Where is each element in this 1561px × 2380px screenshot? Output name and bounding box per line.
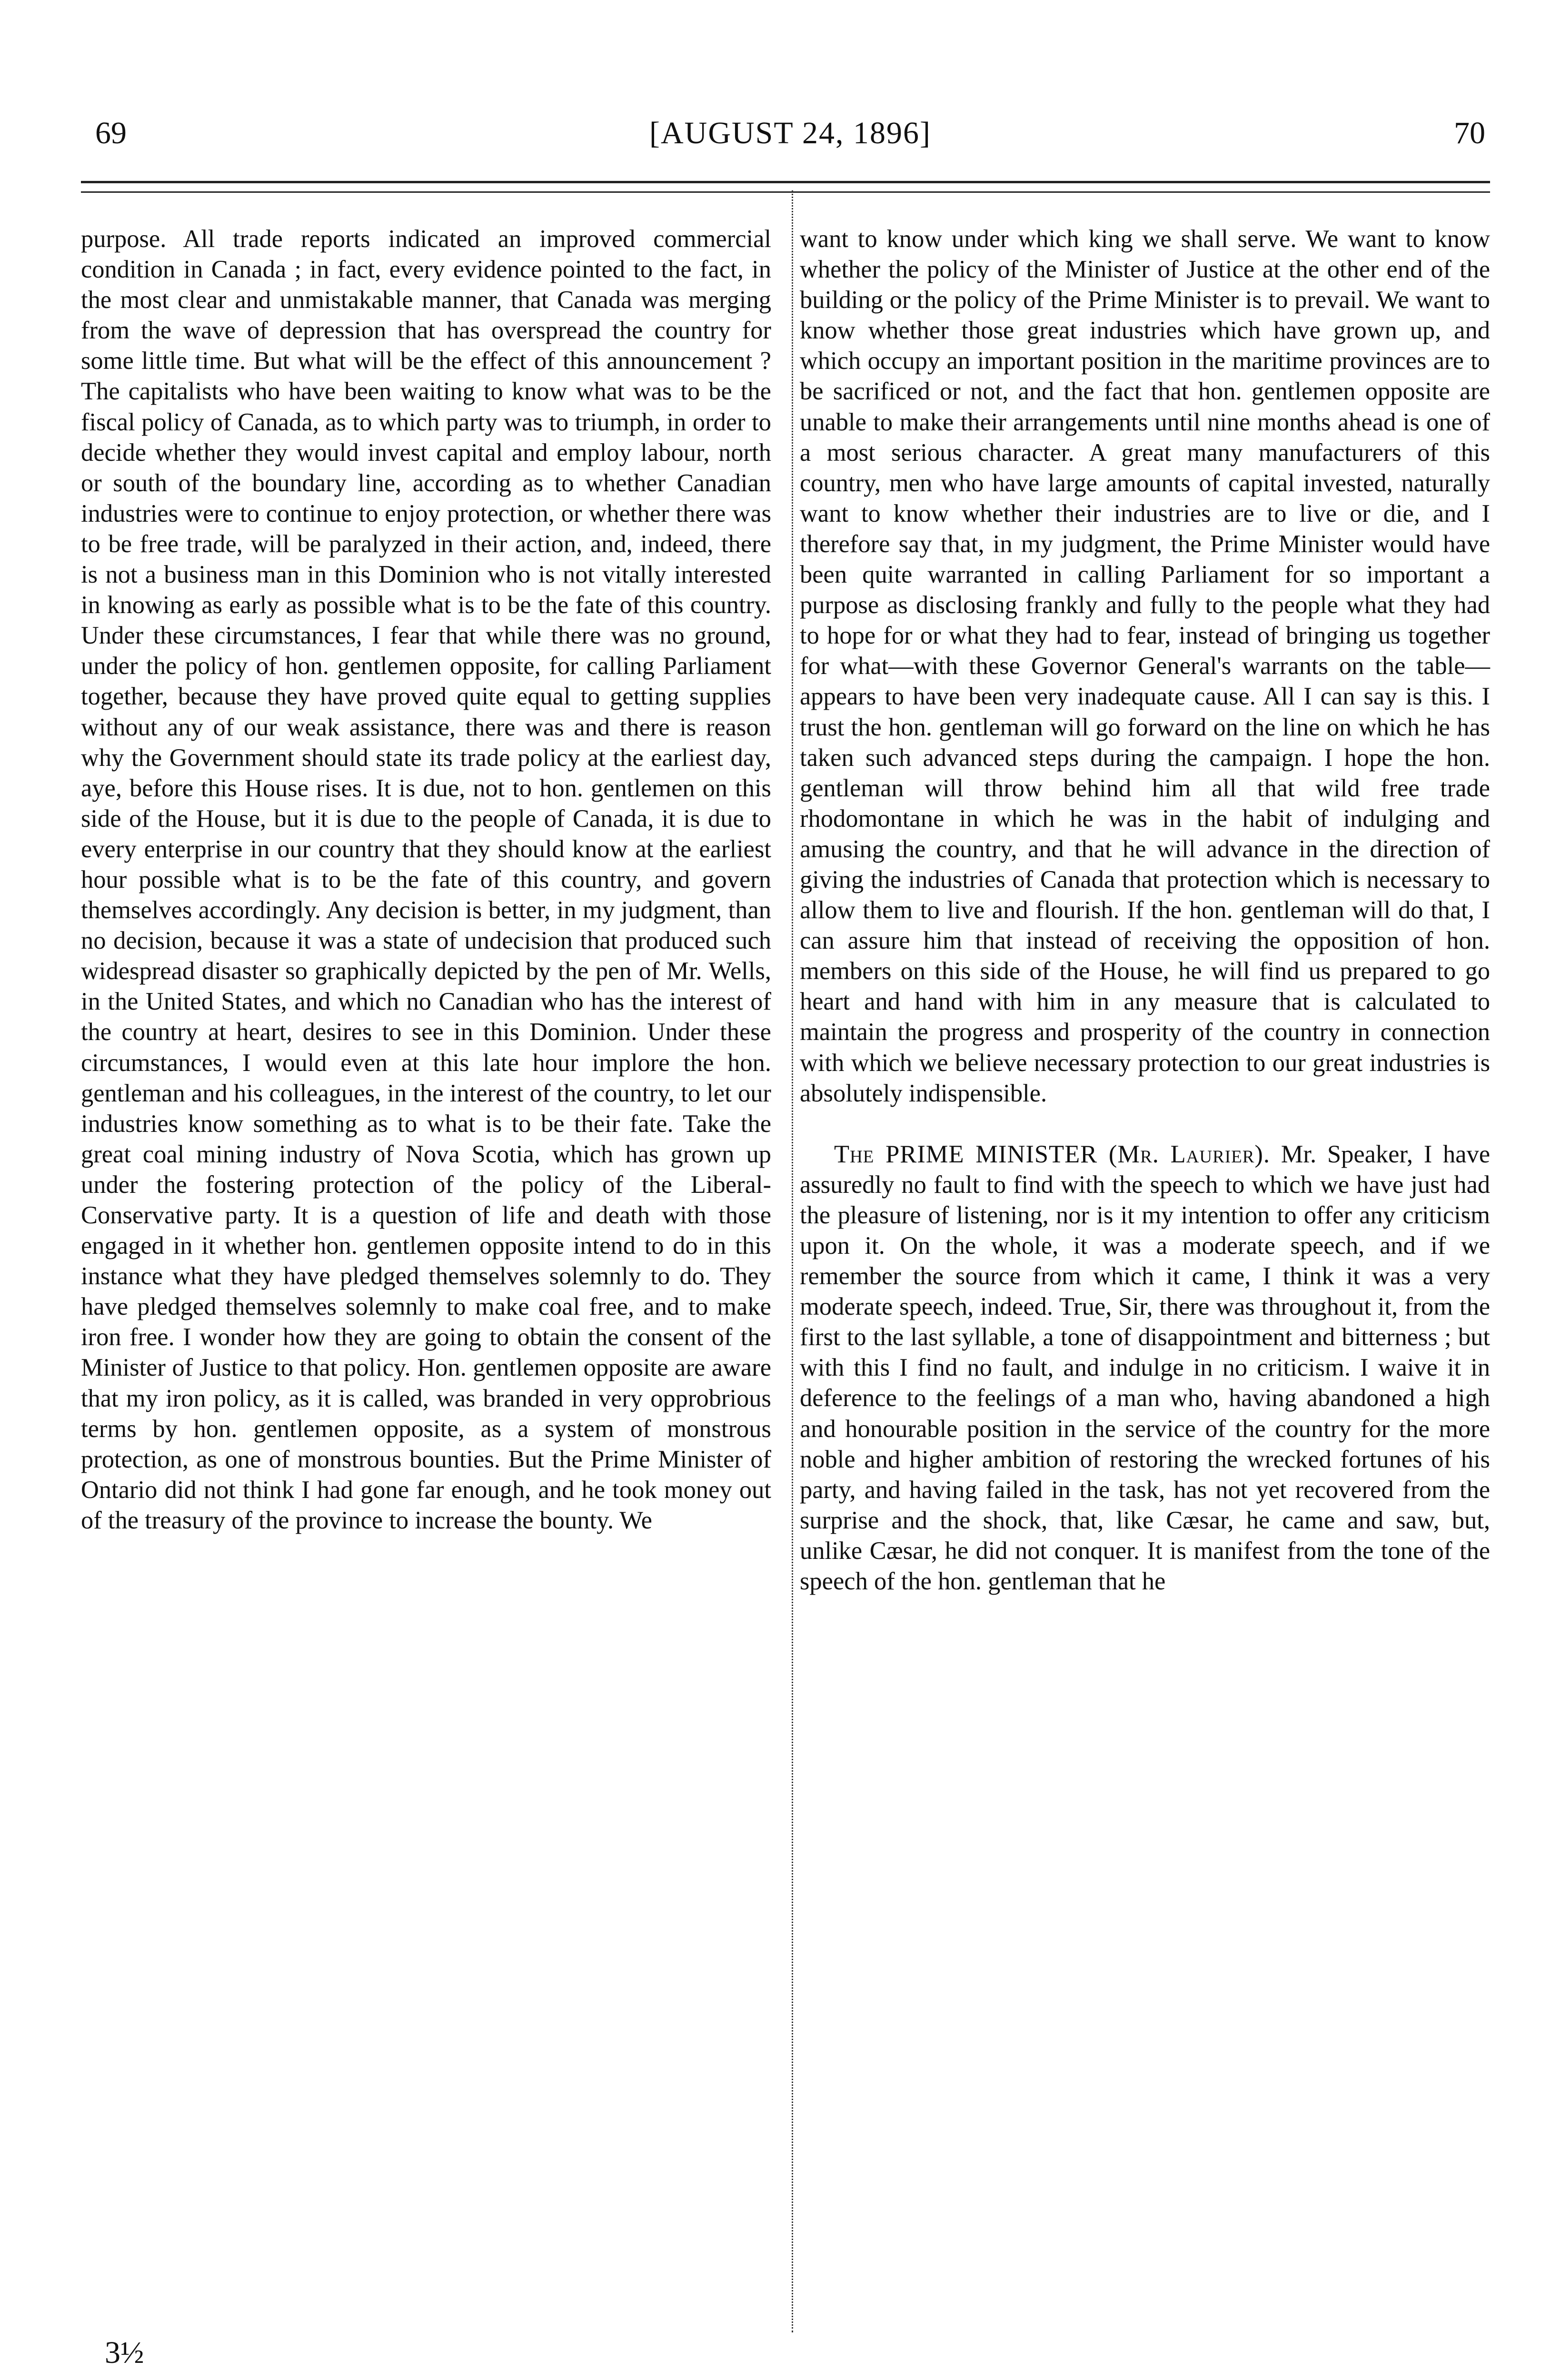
header-rule-bottom: [81, 191, 1490, 193]
left-column-text: purpose. All trade reports indicated an improved commercial condition in Canada ; in fact, every evidence pointed to the fact, in the most clear and unmistakable manner, that Canada was merging from the wave of depression that has overspread the country for some little time. But what will be the effect of this announcement ? The capitalists who have been waiting to know what was to be the fiscal policy of Canada, as to which party was to triumph, in order to decide whether they would invest capital and employ labour, north or south of the boundary line, according as to whether Canadian industries were to continue to enjoy protection, or whether there was to be free trade, will be paralyzed in their action, and, indeed, there is not a business man in this Dominion who is not vitally interested in knowing as early as possible what is to be the fate of this country. Under these circumstances, I fear that while there was no ground, under the policy of hon. gentlemen opposite, for calling Parliament together, because they have proved quite equal to getting supplies without any of our weak assistance, there was and there is reason why the Government should state its trade policy at the earliest day, aye, before this House rises. It is due, not to hon. gentlemen on this side of the House, but it is due to the people of Canada, it is due to every enterprise in our country that they should know at the earliest hour possible what is to be the fate of this country, and govern themselves accordingly. Any decision is better, in my judgment, than no decision, because it was a state of undecision that produced such widespread disaster so graphically depicted by the pen of Mr. Wells, in the United States, and which no Canadian who has the interest of the country at heart, desires to see in this Dominion. Under these circumstances, I would even at this late hour implore the hon. gentleman and his colleagues, in the interest of the country, to let our industries know something as to what is to be their fate. Take the great coal mining industry of Nova Scotia, which has grown up under the fostering protection of the policy of the Liberal-Conservative party. It is a question of life and death with those engaged in it whether hon. gentlemen opposite intend to do in this instance what they have pledged themselves solemnly to do. They have pledged themselves solemnly to make coal free, and to make iron free. I wonder how they are going to obtain the consent of the Minister of Justice to that policy. Hon. gentlemen opposite are aware that my iron policy, as it is called, was branded in very opprobrious terms by hon. gentlemen opposite, as a system of monstrous protection, as one of monstrous bounties. But the Prime Minister of Ontario did not think I had gone far enough, and he took money out of the treasury of the province to increase the bounty. We: [81, 225, 771, 1534]
header-date: [AUGUST 24, 1896]: [649, 116, 931, 150]
right-column: [800, 224, 1490, 1597]
prime-minister-speech: Mr. Speaker, I have assuredly no fault to find with the speech to which we have just had the pleasure of listening, nor is it my intention to offer any criticism upon it. On the whole, it was a moderate speech, and if we remember the source from which it came, I think it was a very moderate speech, indeed. True, Sir, there was throughout it, from the first to the last syllable, a tone of disappointment and bitterness ; but with this I find no fault, and indulge in no criticism. I waive it in deference to the feelings of a man who, having abandoned a high and honourable position in the service of the country for the more noble and higher ambition of restoring the wrecked fortunes of his party, and having failed in the task, has not yet recovered from the surprise and the shock, that, like Cæsar, he came and saw, but, unlike Cæsar, he did not conquer. It is manifest from the tone of the speech of the hon. gentleman that he: [800, 1140, 1491, 1596]
left-column: [81, 224, 771, 1536]
right-page-number: 70: [1454, 116, 1485, 150]
left-page-number: 69: [95, 116, 127, 150]
prime-minister-paragraph: [800, 1139, 1490, 1597]
speaker-name: The PRIME MINISTER (Mr. Laurier).: [834, 1140, 1271, 1168]
header-rule-top: [81, 181, 1490, 183]
column-divider: [792, 190, 793, 2332]
signature-mark: 3½: [105, 2335, 144, 2370]
page-header: [95, 105, 1485, 162]
right-column-text: want to know under which king we shall serve. We want to know whether the policy of the Minister of Justice at the other end of the building or the policy of the Prime Minister is to prevail. We want to know whether those great industries which have grown up, and which occupy an important position in the maritime provinces are to be sacrificed or not, and the fact that hon. gentlemen opposite are unable to make their arrangements until nine months ahead is one of a most serious character. A great many manufacturers of this country, men who have large amounts of capital invested, naturally want to know whether their industries are to live or die, and I therefore say that, in my judgment, the Prime Minister would have been quite warranted in calling Parliament for so important a purpose as disclosing frankly and fully to the people what they had to hope for or what they had to fear, instead of bringing us together for what—with these Governor General's warrants on the table—appears to have been very inadequate cause. All I can say is this. I trust the hon. gentleman will go forward on the line on which he has taken such advanced steps during the campaign. I hope the hon. gentleman will throw behind him all that wild free trade rhodomontane in which he was in the habit of indulging and amusing the country, and that he will advance in the direction of giving the industries of Canada that protection which is necessary to allow them to live and flourish. If the hon. gentleman will do that, I can assure him that instead of receiving the opposition of hon. members on this side of the House, he will find us prepared to go heart and hand with him in any measure that is calculated to maintain the progress and prosperity of the country in connection with which we believe necessary protection to our great industries is absolutely indispensible.: [800, 225, 1490, 1107]
